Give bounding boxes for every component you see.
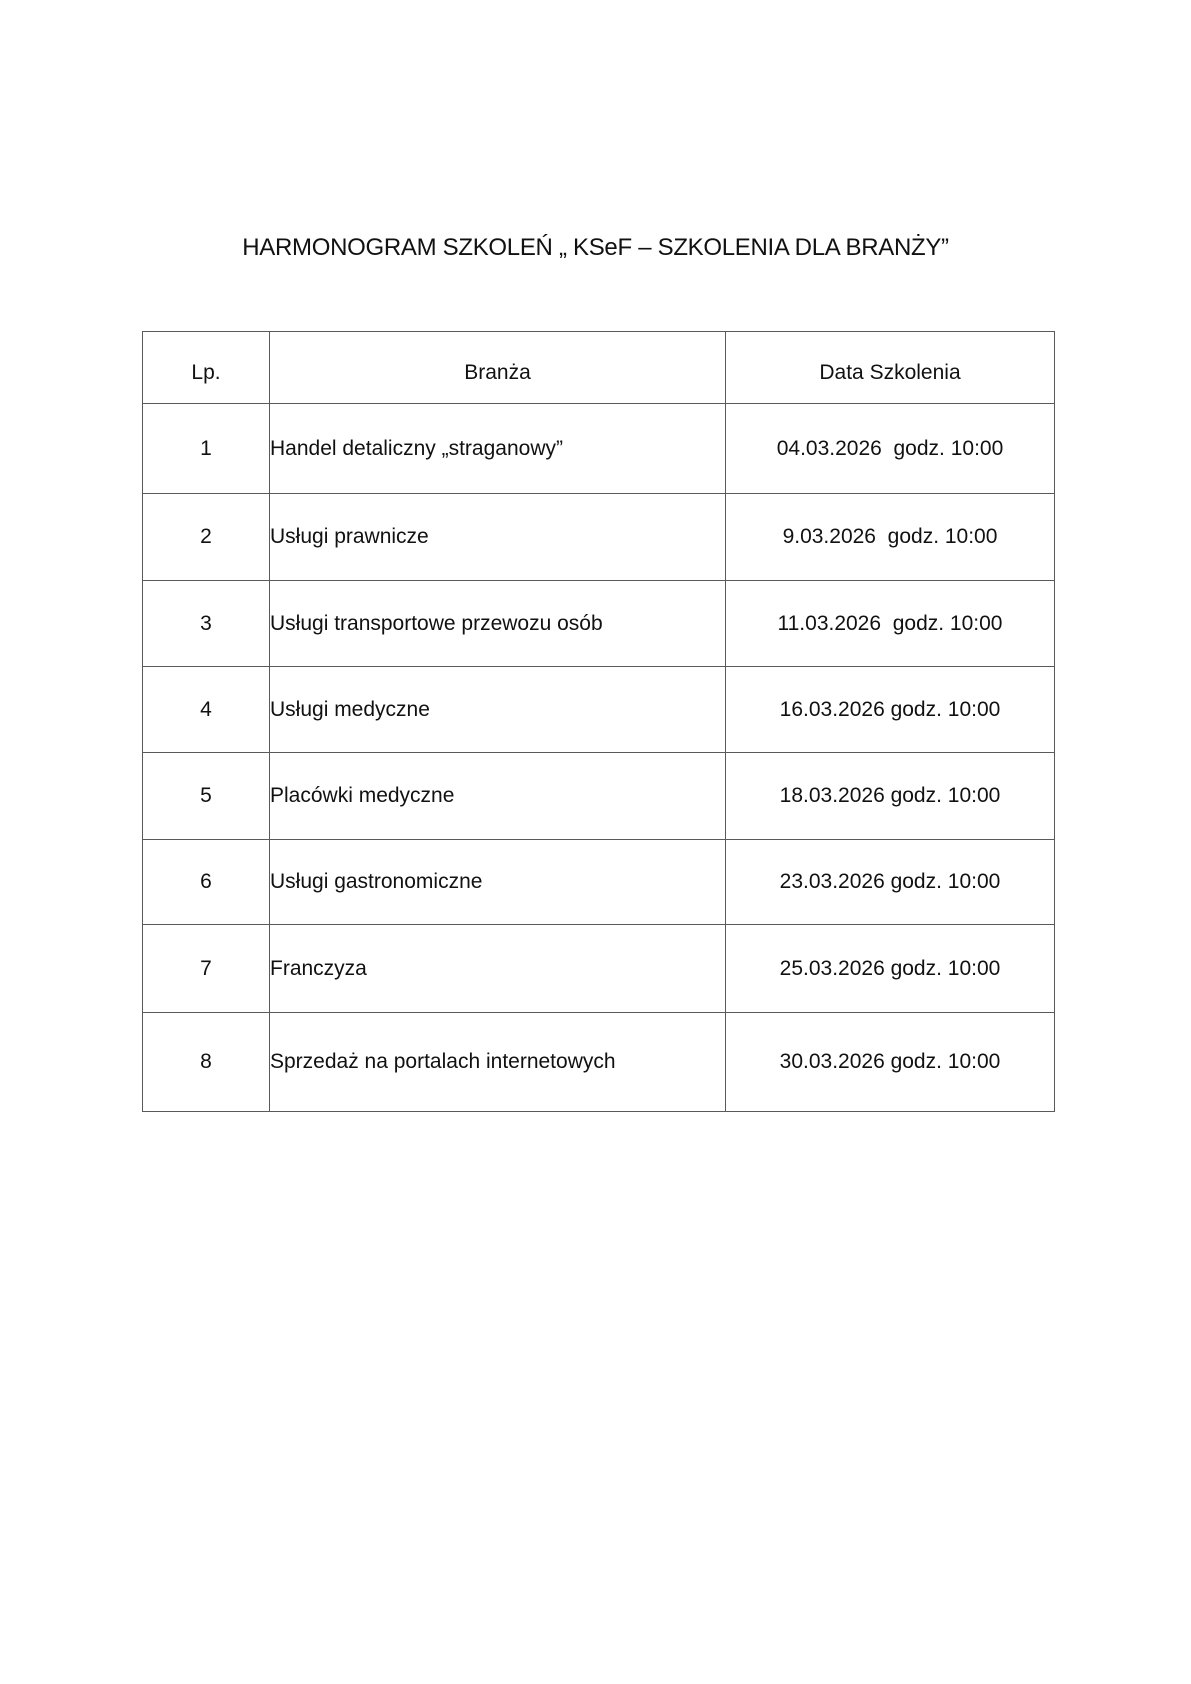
header-data-szkolenia: Data Szkolenia	[726, 332, 1055, 404]
table-row	[143, 753, 1055, 840]
row-date: 16.03.2026 godz. 10:00	[726, 667, 1055, 753]
table-row	[143, 667, 1055, 753]
row-branza: Handel detaliczny „straganowy”	[270, 404, 726, 494]
row-number: 3	[143, 581, 270, 667]
row-number: 2	[143, 494, 270, 581]
table-row	[143, 581, 1055, 667]
row-date: 04.03.2026 godz. 10:00	[726, 404, 1055, 494]
row-date: 25.03.2026 godz. 10:00	[726, 925, 1055, 1013]
row-date: 18.03.2026 godz. 10:00	[726, 753, 1055, 840]
row-number: 4	[143, 667, 270, 753]
row-branza: Usługi gastronomiczne	[270, 840, 726, 925]
table-row	[143, 1013, 1055, 1112]
row-branza: Placówki medyczne	[270, 753, 726, 840]
table-row	[143, 404, 1055, 494]
row-branza: Usługi transportowe przewozu osób	[270, 581, 726, 667]
row-number: 8	[143, 1013, 270, 1112]
row-number: 5	[143, 753, 270, 840]
row-date: 11.03.2026 godz. 10:00	[726, 581, 1055, 667]
table-header-row	[143, 332, 1055, 404]
training-schedule-table	[142, 331, 1055, 1112]
table-row	[143, 494, 1055, 581]
row-number: 1	[143, 404, 270, 494]
row-branza: Usługi medyczne	[270, 667, 726, 753]
row-date: 9.03.2026 godz. 10:00	[726, 494, 1055, 581]
row-branza: Usługi prawnicze	[270, 494, 726, 581]
header-lp: Lp.	[143, 332, 270, 404]
table-header	[143, 332, 1055, 404]
row-date: 23.03.2026 godz. 10:00	[726, 840, 1055, 925]
table-body	[143, 404, 1055, 1112]
header-branza: Branża	[270, 332, 726, 404]
row-number: 7	[143, 925, 270, 1013]
row-date: 30.03.2026 godz. 10:00	[726, 1013, 1055, 1112]
page-title: HARMONOGRAM SZKOLEŃ „ KSeF – SZKOLENIA DLA BRANŻY”	[242, 234, 949, 261]
table-row	[143, 840, 1055, 925]
row-branza: Franczyza	[270, 925, 726, 1013]
table-row	[143, 925, 1055, 1013]
row-number: 6	[143, 840, 270, 925]
row-branza: Sprzedaż na portalach internetowych	[270, 1013, 726, 1112]
